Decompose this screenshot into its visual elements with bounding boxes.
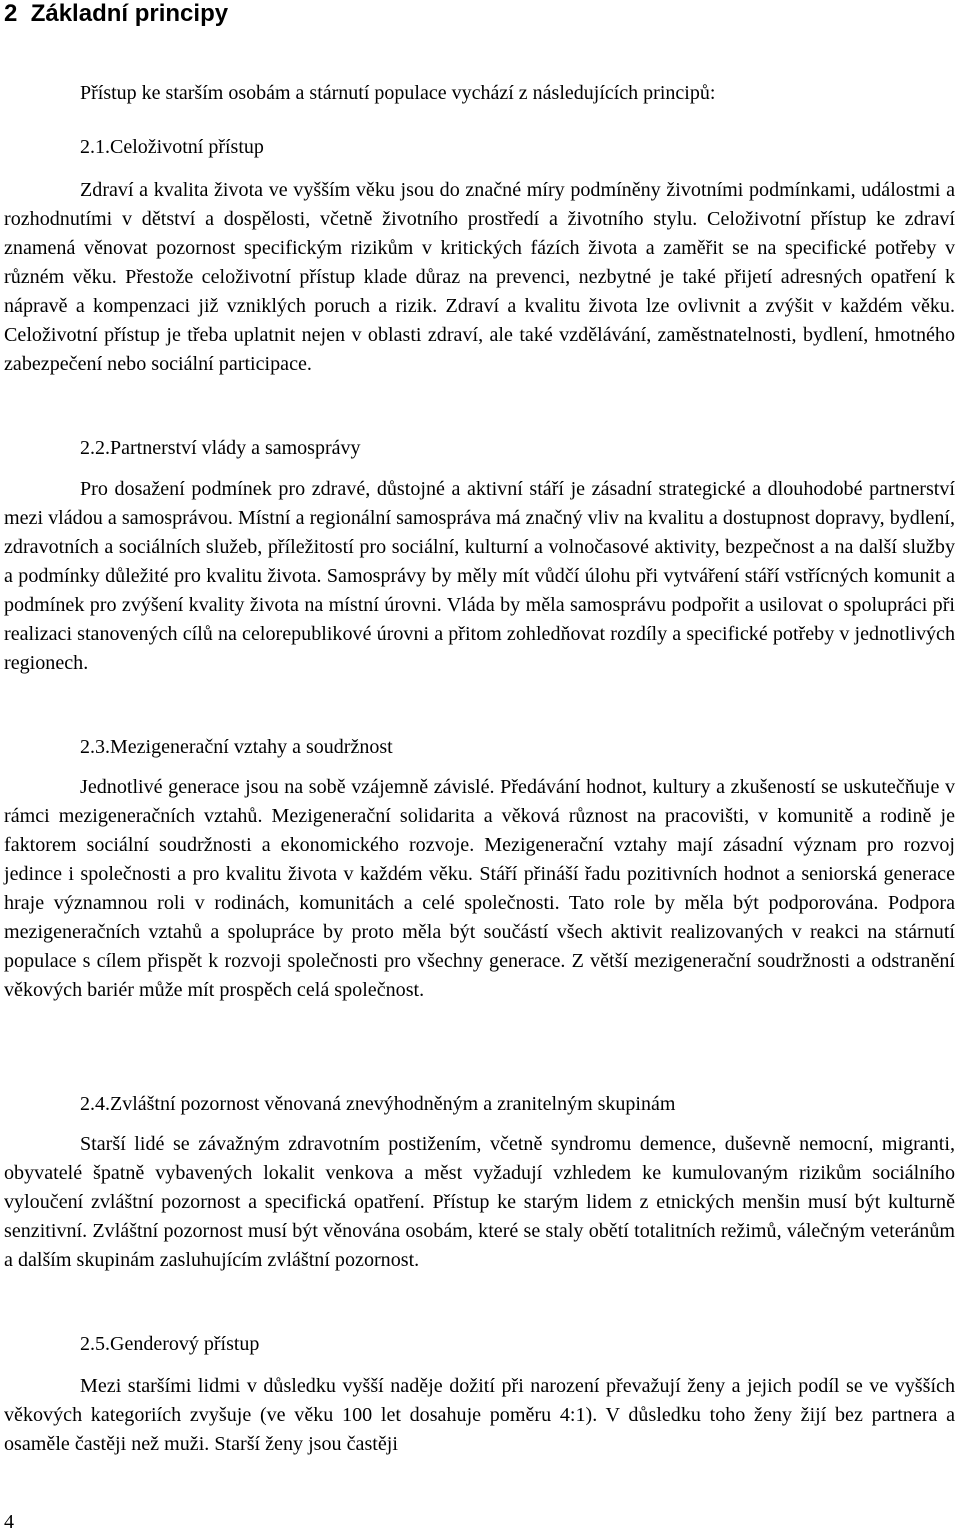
page-number: 4	[4, 1511, 14, 1533]
section-heading-2-1: 2.1.Celoživotní přístup	[80, 136, 264, 158]
intro-text: Přístup ke starším osobám a stárnutí populace vychází z následujících principů:	[80, 82, 716, 104]
section-paragraph-2-2: Pro dosažení podmínek pro zdravé, důstojné a aktivní stáří je zásadní strategické a dlouhodobé partnerství mezi vládou a samosprávou. Místní a regionální samospráva má značný vliv na kvalitu a dostupnost dopravy, bydlení, zdravotních a sociálních služeb, příležitostí pro sociální, kulturní a volnočasové aktivity, bezpečnost a na další služby a podmínky důležité pro kvalitu života. Samosprávy by měly mít vůdčí úlohu při vytváření stáří vstřícných komunit a podmínek pro zvýšení kvality života na místní úrovni. Vláda by měla samosprávu podpořit a usilovat o spolupráci při realizaci stanovených cílů na celorepublikové úrovni a přitom zohledňovat rozdíly a specifické potřeby v jednotlivých regionech.	[4, 478, 955, 674]
section-paragraph-2-4: Starší lidé se závažným zdravotním postižením, včetně syndromu demence, duševně nemocní, migranti, obyvatelé špatně vybavených lokalit venkova a měst vyžadují vzhledem ke kumulovaným rizikům sociálního vyloučení zvláštní pozornost a specifická opatření. Přístup ke starým lidem z etnických menšin musí být kulturně senzitivní. Zvláštní pozornost musí být věnována osobám, které se staly obětí totalitních režimů, válečným veteránům a dalším skupinám zasluhujícím zvláštní pozornost.	[4, 1133, 955, 1271]
section-paragraph-2-1: Zdraví a kvalita života ve vyšším věku jsou do značné míry podmíněny životními podmínkami, událostmi a rozhodnutími v dětství a dospělosti, včetně životního prostředí a životního stylu. Celoživotní přístup ke zdraví znamená věnovat pozornost specifickým rizikům v kritických fázích života a zaměřit se na specifické potřeby v různém věku. Přestože celoživotní přístup klade důraz na prevenci, nezbytné je také přijetí adresných opatření k nápravě a kompenzaci již vzniklých poruch a rizik. Zdraví a kvalitu života lze ovlivnit a zvýšit v každém věku. Celoživotní přístup je třeba uplatnit nejen v oblasti zdraví, ale také vzdělávání, zaměstnatelnosti, bydlení, hmotného zabezpečení nebo sociální participace.	[4, 179, 955, 375]
section-heading-2-3: 2.3.Mezigenerační vztahy a soudržnost	[80, 736, 393, 758]
section-heading-2-2: 2.2.Partnerství vlády a samosprávy	[80, 437, 361, 459]
chapter-title: Základní principy	[30, 0, 229, 27]
section-heading-2-5: 2.5.Genderový přístup	[80, 1333, 260, 1355]
section-heading-2-4: 2.4.Zvláštní pozornost věnovaná znevýhodněným a zranitelným skupinám	[80, 1093, 676, 1115]
section-paragraph-2-3: Jednotlivé generace jsou na sobě vzájemně závislé. Předávání hodnot, kultury a zkušeností se uskutečňuje v rámci mezigeneračních vztahů. Mezigenerační solidarita a věková různost na pracovišti, v komunitě a rodině je faktorem sociální soudržnosti a ekonomického rozvoje. Mezigenerační vztahy mají zásadní význam pro rozvoj jedince i společnosti a pro kvalitu života v každém věku. Stáří přináší řadu pozitivních hodnot a seniorská generace hraje významnou roli v rodinách, komunitách a celé společnosti. Tato role by měla být podporována. Podpora mezigeneračních vztahů a spolupráce by proto měla být součástí všech aktivit realizovaných v reakci na stárnutí populace s cílem přispět k rozvoji společnosti pro všechny generace. Z větší mezigenerační soudržnosti a odstranění věkových bariér může mít prospěch celá společnost.	[4, 776, 955, 1001]
chapter-heading	[4, 0, 228, 34]
section-paragraph-2-5: Mezi staršími lidmi v důsledku vyšší naděje dožití při narození převažují ženy a jejich podíl se ve vyšších věkových kategoriích zvyšuje (ve věku 100 let dosahuje poměru 4:1). V důsledku toho ženy žijí bez partnera a osaměle častěji než muži. Starší ženy jsou častěji	[4, 1375, 955, 1455]
chapter-number: 2	[4, 0, 18, 27]
